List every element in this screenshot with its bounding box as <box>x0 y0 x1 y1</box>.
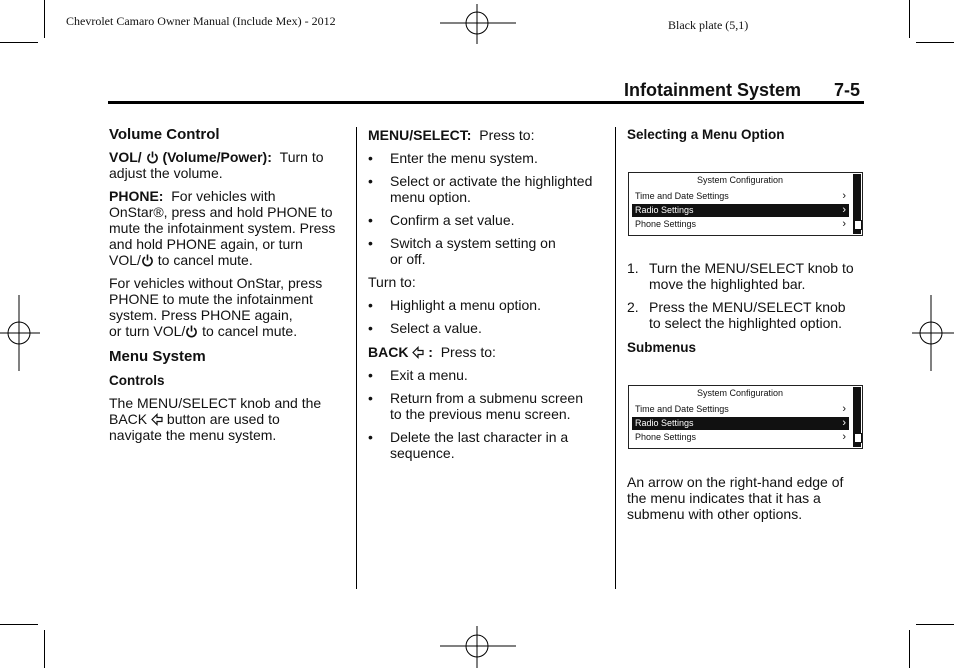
screen-row-selected <box>632 204 849 217</box>
screen-row-label: Time and Date Settings <box>635 191 729 201</box>
bullet-item <box>368 212 610 228</box>
list-item-line: to the previous menu screen. <box>390 406 571 422</box>
screen-row <box>632 431 849 444</box>
controls-heading: Controls <box>109 373 165 388</box>
menu-select-label: MENU/SELECT: <box>368 127 472 143</box>
turn-to-label: Turn to: <box>368 274 416 290</box>
list-item-line: sequence. <box>390 445 455 461</box>
screen-row-label: Phone Settings <box>635 432 697 442</box>
screen-row <box>632 190 849 203</box>
plate-label: Black plate (5,1) <box>668 18 749 32</box>
power-icon <box>185 325 198 338</box>
vol-paragraph <box>109 149 349 181</box>
menu-select-list <box>368 150 610 267</box>
selecting-heading: Selecting a Menu Option <box>627 127 785 142</box>
chevron-right-icon: › <box>842 218 846 230</box>
phone-line: and hold PHONE again, or turn <box>109 236 303 252</box>
list-item-line: to select the highlighted option. <box>649 315 843 331</box>
list-item-line: Return from a submenu screen <box>390 390 583 406</box>
vol-label-suffix: (Volume/Power): <box>162 149 272 165</box>
arrow-line: the menu indicates that it has a <box>627 490 821 506</box>
screen-row-selected <box>632 417 849 430</box>
column-1 <box>109 127 349 443</box>
back-arrow-icon <box>151 413 163 426</box>
registration-target-icon <box>440 626 516 668</box>
bullet-item <box>368 390 610 422</box>
crop-mark <box>916 42 954 43</box>
page-number: 7-5 <box>834 80 861 100</box>
bullet-item <box>368 150 610 166</box>
screen-row <box>632 403 849 416</box>
list-item-line: Turn the MENU/SELECT knob to <box>649 260 854 276</box>
menu-system-heading: Menu System <box>109 348 206 365</box>
list-item-line: Exit a menu. <box>390 367 468 383</box>
list-item-line: Confirm a set value. <box>390 212 515 228</box>
screen-row-label: Radio Settings <box>635 418 694 428</box>
column-divider <box>615 127 616 589</box>
bullet-item <box>368 367 610 383</box>
volume-heading: Volume Control <box>109 126 220 143</box>
controls-line: button are used to <box>166 411 280 427</box>
registration-target-icon <box>0 295 40 371</box>
registration-target-icon <box>440 4 516 44</box>
crop-mark <box>44 0 45 38</box>
step-item <box>627 260 867 292</box>
step-number: 2. <box>627 299 639 315</box>
list-item-line: Enter the menu system. <box>390 150 538 166</box>
section-title: Infotainment System <box>624 80 802 100</box>
vol-text-2: adjust the volume. <box>109 165 223 181</box>
phone-line: VOL/ <box>109 252 141 268</box>
phone-line: For vehicles with <box>171 188 276 204</box>
controls-paragraph <box>109 395 349 443</box>
steps-list <box>627 260 867 331</box>
bullet-item <box>368 429 610 461</box>
turn-to-list <box>368 297 610 336</box>
phone-line: to cancel mute. <box>157 252 253 268</box>
back-paragraph <box>368 344 610 360</box>
list-item-line: Select or activate the highlighted <box>390 173 593 189</box>
column-divider <box>356 127 357 589</box>
manual-title: Chevrolet Camaro Owner Manual (Include Mex) - 2012 <box>66 14 336 28</box>
menu-select-paragraph <box>368 127 610 143</box>
step-item <box>627 299 867 331</box>
screen-scroll-thumb <box>854 433 862 443</box>
no-onstar-line: PHONE to mute the infotainment <box>109 291 313 307</box>
list-item-line: Press the MENU/SELECT knob <box>649 299 846 315</box>
screen-row-label: Phone Settings <box>635 219 697 229</box>
back-label: BACK <box>368 344 409 360</box>
submenu-screen-illustration <box>628 385 863 449</box>
crop-mark <box>909 0 910 38</box>
header-rule <box>108 101 864 104</box>
back-colon: : <box>428 344 433 360</box>
column-2 <box>368 127 610 461</box>
submenus-heading: Submenus <box>627 340 697 355</box>
section-heading <box>624 80 860 101</box>
menu-select-text: Press to: <box>479 127 535 143</box>
crop-mark <box>0 624 38 625</box>
crop-mark <box>909 630 910 668</box>
phone-label: PHONE: <box>109 188 164 204</box>
list-item-line: Select a value. <box>390 320 482 336</box>
arrow-line: submenu with other options. <box>627 506 803 522</box>
arrow-line: An arrow on the right-hand edge of <box>627 474 844 490</box>
power-icon <box>146 151 159 164</box>
list-item-line: menu option. <box>390 189 471 205</box>
crop-mark <box>44 630 45 668</box>
list-item-line: Highlight a menu option. <box>390 297 541 313</box>
phone-line: OnStar®, press and hold PHONE to <box>109 204 333 220</box>
screen-scroll-thumb <box>854 220 862 230</box>
bullet-item <box>368 320 610 336</box>
controls-line: The MENU/SELECT knob and the <box>109 395 322 411</box>
list-item-line: Delete the last character in a <box>390 429 569 445</box>
screen-row-label: Radio Settings <box>635 205 694 215</box>
screen-title: System Configuration <box>696 388 784 398</box>
back-arrow-icon <box>412 346 424 359</box>
crop-mark <box>0 42 38 43</box>
power-icon <box>141 254 154 267</box>
bullet-item <box>368 297 610 313</box>
vol-text: Turn to <box>279 149 324 165</box>
no-onstar-line: or turn VOL/ <box>109 323 186 339</box>
no-onstar-line: system. Press PHONE again, <box>109 307 293 323</box>
bullet-item <box>368 173 610 205</box>
steps-block <box>627 260 867 356</box>
step-number: 1. <box>627 260 639 276</box>
phone-line: mute the infotainment system. Press <box>109 220 336 236</box>
no-onstar-line: For vehicles without OnStar, press <box>109 275 323 291</box>
list-item-line: Switch a system setting on <box>390 235 556 251</box>
no-onstar-paragraph <box>109 275 349 339</box>
chevron-right-icon: › <box>842 403 846 415</box>
controls-line: BACK <box>109 411 148 427</box>
registration-target-icon <box>912 295 954 371</box>
chevron-right-icon: › <box>842 417 846 429</box>
bullet-item <box>368 235 610 267</box>
list-item-line: move the highlighted bar. <box>649 276 806 292</box>
controls-line: navigate the menu system. <box>109 427 277 443</box>
column-3 <box>627 127 867 143</box>
chevron-right-icon: › <box>842 190 846 202</box>
arrow-paragraph <box>627 474 867 522</box>
screen-title: System Configuration <box>696 175 784 185</box>
phone-paragraph <box>109 188 349 268</box>
screen-row <box>632 218 849 231</box>
chevron-right-icon: › <box>842 204 846 216</box>
menu-screen-illustration <box>628 172 863 236</box>
back-text: Press to: <box>440 344 496 360</box>
vol-label: VOL/ <box>109 149 142 165</box>
no-onstar-line: to cancel mute. <box>202 323 298 339</box>
screen-row-label: Time and Date Settings <box>635 404 729 414</box>
chevron-right-icon: › <box>842 431 846 443</box>
back-list <box>368 367 610 461</box>
crop-mark <box>916 624 954 625</box>
list-item-line: or off. <box>390 251 426 267</box>
